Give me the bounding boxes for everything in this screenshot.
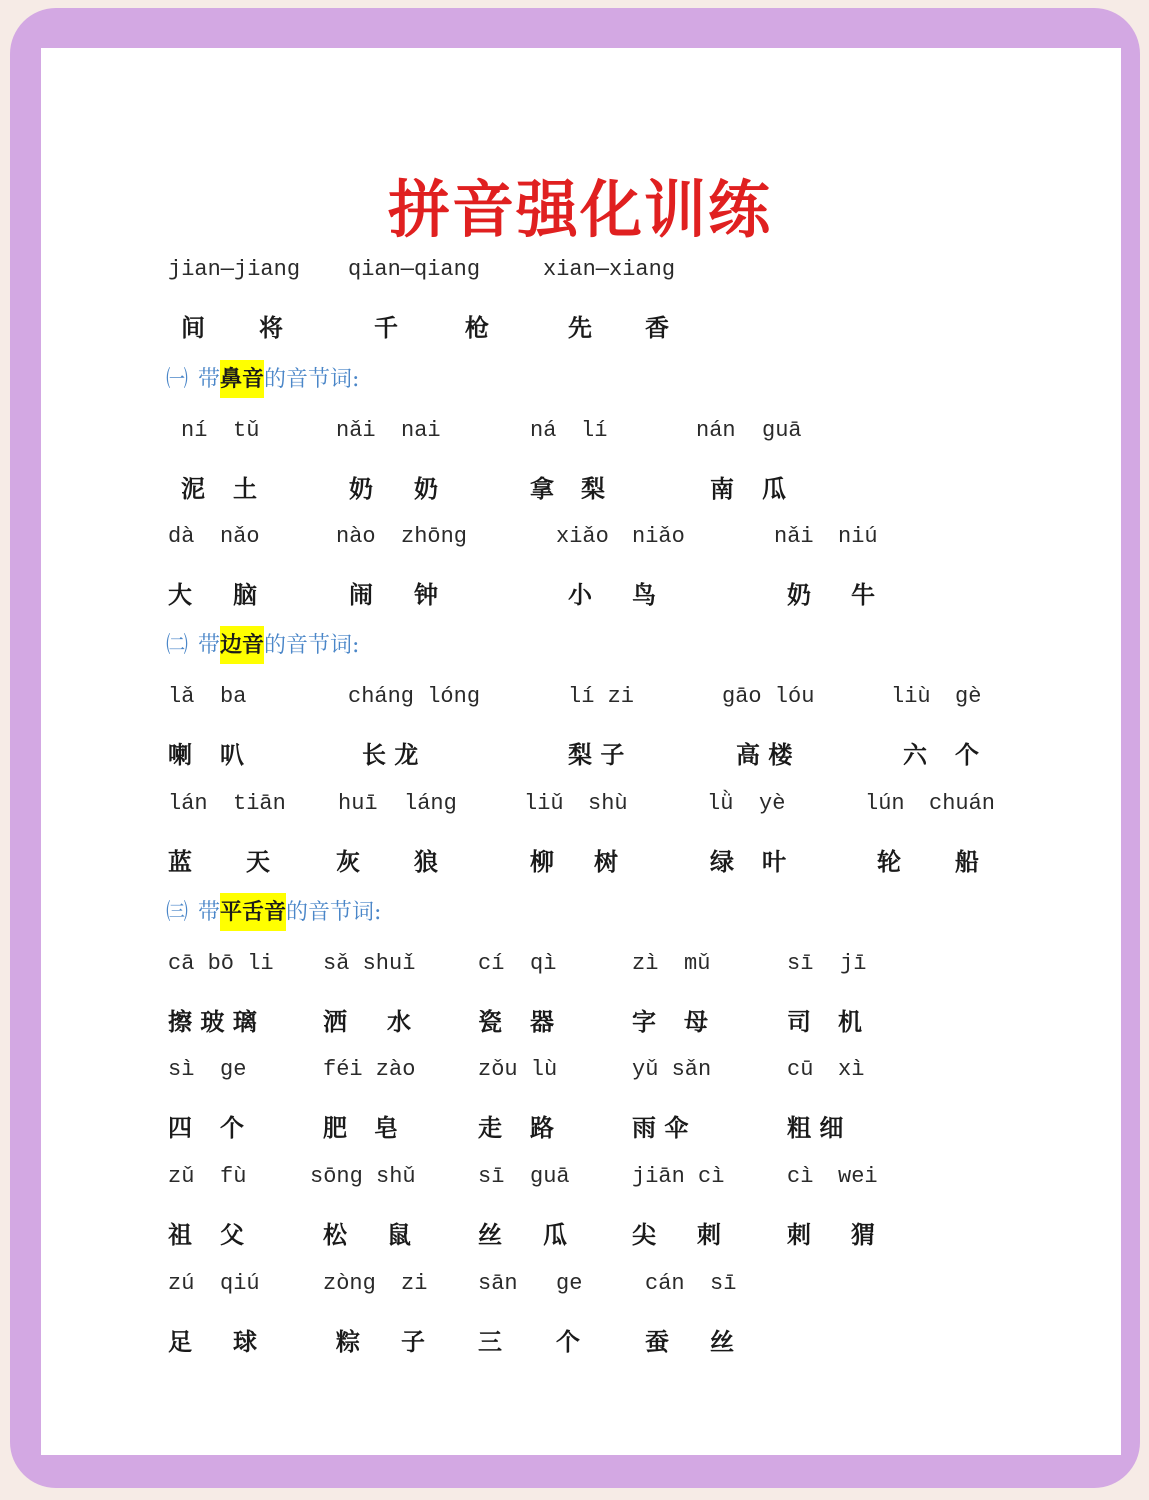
pinyin-text: shù [588,791,628,816]
hanzi-row [0,735,1149,771]
section-heading-lateral [166,628,359,659]
hanzi-text: 刺 [697,1220,721,1249]
pinyin-text: cū [787,1057,814,1082]
hanzi-text: 蓝 [168,847,192,876]
pinyin-text: gè [955,684,982,709]
hanzi-text: 三 [478,1327,502,1356]
pinyin-text: nai [401,418,441,443]
hanzi-text: 肥 [323,1113,347,1142]
hanzi-text: 叶 [762,847,786,876]
pinyin-text: qian—qiang [348,257,481,282]
pinyin-row [0,1164,1149,1200]
hanzi-text: 鼠 [387,1220,411,1249]
pinyin-text: cí [478,951,505,976]
pinyin-text: sì [168,1057,195,1082]
hanzi-text: 父 [220,1220,244,1249]
hanzi-text: 绿 [710,847,734,876]
hanzi-row [0,842,1149,878]
pinyin-text: chuán [929,791,996,816]
hanzi-text: 高 楼 [736,740,793,769]
hanzi-row [0,575,1149,611]
pinyin-text: lí [581,418,608,443]
hanzi-text: 粽 [336,1327,360,1356]
hanzi-text: 司 [787,1007,811,1036]
section-number: ㈢ [166,900,189,925]
hanzi-text: 叭 [220,740,244,769]
pinyin-text: xiǎo [556,524,609,549]
hanzi-text: 土 [233,474,257,503]
hanzi-text: 足 [168,1327,192,1356]
hanzi-text: 瓷 [478,1007,502,1036]
pinyin-text: huī [338,791,378,816]
highlight-term: 鼻音 [220,360,264,398]
hanzi-row [0,1322,1149,1358]
pinyin-text: ge [556,1271,583,1296]
pinyin-text: cháng lóng [348,684,481,709]
pinyin-text: niǎo [632,524,685,549]
hanzi-text: 奶 [349,474,373,503]
section-number: ㈠ [166,367,189,392]
hanzi-text: 千 [374,313,398,342]
hanzi-text: 将 [259,313,283,342]
pinyin-text: féi zào [323,1057,416,1082]
hanzi-row [0,1002,1149,1038]
pinyin-text: liǔ [524,791,564,816]
hanzi-text: 祖 [168,1220,192,1249]
hanzi-text: 长 龙 [362,740,419,769]
intro-hanzi-row [0,308,1149,344]
pinyin-text: sī [787,951,814,976]
pinyin-text: zhōng [401,524,468,549]
pinyin-text: yǔ sǎn [632,1057,712,1082]
pinyin-text: jī [840,951,867,976]
hanzi-text: 喇 [168,740,192,769]
hanzi-text: 刺 [787,1220,811,1249]
hanzi-text: 天 [246,847,270,876]
pinyin-text: ná [530,418,557,443]
hanzi-text: 闹 [349,580,373,609]
hanzi-text: 牛 [851,580,875,609]
pinyin-row [0,1057,1149,1093]
pinyin-text: wei [838,1164,878,1189]
hanzi-text: 南 [710,474,734,503]
hanzi-text: 个 [955,740,979,769]
hanzi-text: 奶 [787,580,811,609]
pinyin-text: zǒu lù [478,1057,558,1082]
hanzi-text: 拿 [530,474,554,503]
pinyin-row [0,418,1149,454]
pinyin-text: tiān [233,791,286,816]
hanzi-row [0,1108,1149,1144]
hanzi-text: 洒 [323,1007,347,1036]
pinyin-text: sī [478,1164,505,1189]
pinyin-text: cā bō li [168,951,274,976]
hanzi-text: 鸟 [632,580,656,609]
hanzi-text: 六 [903,740,927,769]
hanzi-text: 丝 [710,1327,734,1356]
hanzi-text: 机 [838,1007,862,1036]
heading-prefix: 带 [198,900,221,925]
pinyin-text: guā [530,1164,570,1189]
hanzi-text: 梨 子 [568,740,625,769]
pinyin-text: jiān cì [632,1164,725,1189]
hanzi-text: 丝 [478,1220,502,1249]
pinyin-text: yè [759,791,786,816]
pinyin-text: cán [645,1271,685,1296]
pinyin-text: dà [168,524,195,549]
pinyin-text: ní [181,418,208,443]
hanzi-text: 路 [530,1113,554,1142]
pinyin-text: nǎo [220,524,260,549]
hanzi-text: 香 [645,313,669,342]
heading-prefix: 带 [198,633,221,658]
hanzi-text: 个 [220,1113,244,1142]
heading-suffix: 的音节词: [264,633,360,658]
pinyin-text: zú [168,1271,195,1296]
pinyin-text: nǎi [774,524,814,549]
pinyin-text: lǜ [707,791,734,816]
hanzi-text: 四 [168,1113,192,1142]
pinyin-text: gāo lóu [722,684,815,709]
pinyin-text: lán [168,791,208,816]
hanzi-text: 粗 细 [787,1113,844,1142]
hanzi-text: 灰 [336,847,360,876]
section-heading-flat-tongue [166,895,381,926]
hanzi-text: 松 [323,1220,347,1249]
hanzi-text: 猬 [851,1220,875,1249]
pinyin-text: sǎ shuǐ [323,951,416,976]
hanzi-text: 皂 [374,1113,398,1142]
pinyin-text: guā [762,418,802,443]
pinyin-text: sī [710,1271,737,1296]
hanzi-text: 钟 [414,580,438,609]
pinyin-row [0,524,1149,560]
pinyin-text: jian—jiang [168,257,301,282]
pinyin-row [0,684,1149,720]
heading-suffix: 的音节词: [286,900,382,925]
pinyin-row [0,791,1149,827]
pinyin-text: xian—xiang [543,257,676,282]
hanzi-text: 蚕 [645,1327,669,1356]
page-title: 拼音强化训练 [387,173,772,246]
hanzi-row [0,469,1149,505]
pinyin-text: sōng shǔ [310,1164,416,1189]
pinyin-text: niú [838,524,878,549]
pinyin-text: cì [787,1164,814,1189]
hanzi-text: 大 [168,580,192,609]
heading-suffix: 的音节词: [264,367,360,392]
hanzi-text: 轮 [877,847,901,876]
heading-prefix: 带 [198,367,221,392]
hanzi-text: 枪 [465,313,489,342]
pinyin-text: zǔ [168,1164,195,1189]
hanzi-text: 狼 [414,847,438,876]
hanzi-text: 走 [478,1113,502,1142]
hanzi-text: 柳 [530,847,554,876]
pinyin-text: zi [401,1271,428,1296]
hanzi-text: 梨 [581,474,605,503]
hanzi-text: 奶 [414,474,438,503]
pinyin-text: nǎi [336,418,376,443]
pinyin-text: qiú [220,1271,260,1296]
pinyin-text: sān [478,1271,518,1296]
hanzi-text: 间 [181,313,205,342]
pinyin-row [0,1271,1149,1307]
hanzi-text: 树 [594,847,618,876]
pinyin-text: zì [632,951,659,976]
hanzi-text: 小 [568,580,592,609]
pinyin-text: fù [220,1164,247,1189]
hanzi-text: 个 [556,1327,580,1356]
hanzi-text: 子 [401,1327,425,1356]
pinyin-text: ba [220,684,247,709]
hanzi-text: 脑 [233,580,257,609]
pinyin-text: nào [336,524,376,549]
pinyin-text: liù [891,684,931,709]
highlight-term: 边音 [220,626,264,664]
pinyin-text: xì [838,1057,865,1082]
pinyin-text: lǎ [168,684,195,709]
pinyin-text: lí zi [568,684,635,709]
hanzi-text: 瓜 [762,474,786,503]
pinyin-text: zòng [323,1271,376,1296]
pinyin-text: nán [696,418,736,443]
hanzi-text: 字 [632,1007,656,1036]
hanzi-text: 球 [233,1327,257,1356]
pinyin-text: láng [404,791,457,816]
hanzi-text: 瓜 [543,1220,567,1249]
hanzi-text: 先 [568,313,592,342]
hanzi-text: 擦 玻 璃 [168,1007,257,1036]
pinyin-text: lún [865,791,905,816]
pinyin-text: qì [530,951,557,976]
section-number: ㈡ [166,633,189,658]
hanzi-text: 母 [684,1007,708,1036]
hanzi-text: 雨 伞 [632,1113,689,1142]
hanzi-row [0,1215,1149,1251]
section-heading-nasal [166,362,359,393]
hanzi-text: 泥 [181,474,205,503]
pinyin-text: tǔ [233,418,260,443]
hanzi-text: 器 [530,1007,554,1036]
pinyin-text: mǔ [684,951,711,976]
pinyin-row [0,951,1149,987]
hanzi-text: 尖 [632,1220,656,1249]
hanzi-text: 水 [387,1007,411,1036]
intro-pinyin-row [0,257,1149,293]
highlight-term: 平舌音 [220,893,286,931]
pinyin-text: ge [220,1057,247,1082]
hanzi-text: 船 [955,847,979,876]
